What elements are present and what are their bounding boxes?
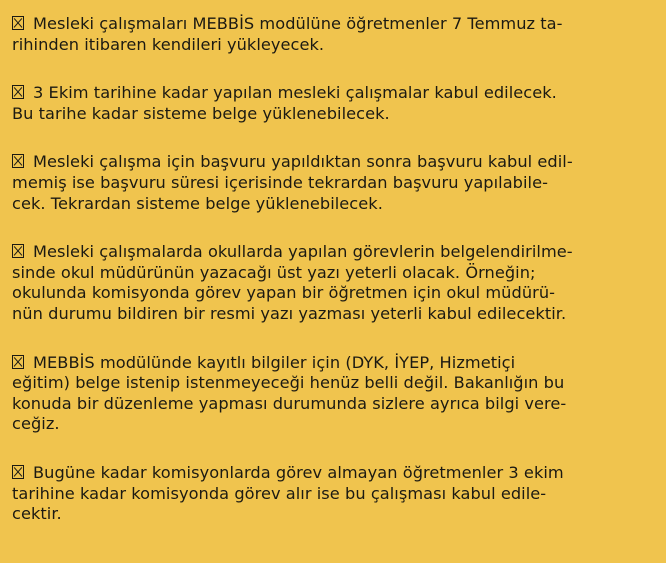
missing-glyph-bullet-icon (12, 85, 24, 99)
text-line: memiş ise başvuru süresi içerisinde tekrardan başvuru yapılabile- (12, 172, 549, 192)
text-line: konuda bir düzenleme yapması durumunda sizlere ayrıca bilgi vere- (12, 393, 567, 413)
bullet-item-new-commission (12, 463, 656, 525)
text-line: rihinden itibaren kendileri yükleyecek. (12, 34, 325, 54)
bullet-item-registered-info (12, 353, 656, 435)
text-line: ceğiz. (12, 414, 60, 434)
text-line: cektir. (12, 504, 62, 524)
text-line (12, 242, 656, 263)
bullet-item-documentation (12, 242, 656, 324)
text-line (12, 152, 656, 173)
text-line-content: 3 Ekim tarihine kadar yapılan mesleki çalışmalar kabul edilecek. (33, 83, 557, 103)
text-line-content: MEBBİS modülünde kayıtlı bilgiler için (DYK, İYEP, Hizmetiçi (33, 352, 516, 372)
text-line (12, 14, 656, 35)
text-line (12, 83, 656, 104)
bullet-item-reapplication (12, 152, 656, 214)
missing-glyph-bullet-icon (12, 16, 24, 30)
text-line-content: Bugüne kadar komisyonlarda görev almayan öğretmenler 3 ekim (33, 462, 564, 482)
missing-glyph-bullet-icon (12, 355, 24, 369)
bullet-item-upload-date (12, 14, 656, 55)
text-line: okulunda komisyonda görev yapan bir öğretmen için okul müdürü- (12, 283, 556, 303)
text-line (12, 353, 656, 374)
text-line: sinde okul müdürünün yazacağı üst yazı yeterli olacak. Örneğin; (12, 262, 536, 282)
text-line: tarihine kadar komisyonda görev alır ise bu çalışması kabul edile- (12, 483, 547, 503)
text-line-content: Mesleki çalışma için başvuru yapıldıktan sonra başvuru kabul edil- (33, 152, 573, 172)
text-line-content: Mesleki çalışmalarda okullarda yapılan görevlerin belgelendirilme- (33, 242, 573, 262)
text-line-content: Mesleki çalışmaları MEBBİS modülüne öğretmenler 7 Temmuz ta- (33, 14, 563, 33)
missing-glyph-bullet-icon (12, 465, 24, 479)
text-line: cek. Tekrardan sisteme belge yüklenebilecek. (12, 193, 383, 213)
text-line (12, 463, 656, 484)
missing-glyph-bullet-icon (12, 244, 24, 258)
text-line: eğitim) belge istenip istenmeyeceği henüz belli değil. Bakanlığın bu (12, 373, 565, 393)
text-line: Bu tarihe kadar sisteme belge yüklenebilecek. (12, 103, 390, 123)
missing-glyph-bullet-icon (12, 154, 24, 168)
text-line: nün durumu bildiren bir resmi yazı yazması yeterli kabul edilecektir. (12, 303, 567, 323)
bullet-item-deadline (12, 83, 656, 124)
